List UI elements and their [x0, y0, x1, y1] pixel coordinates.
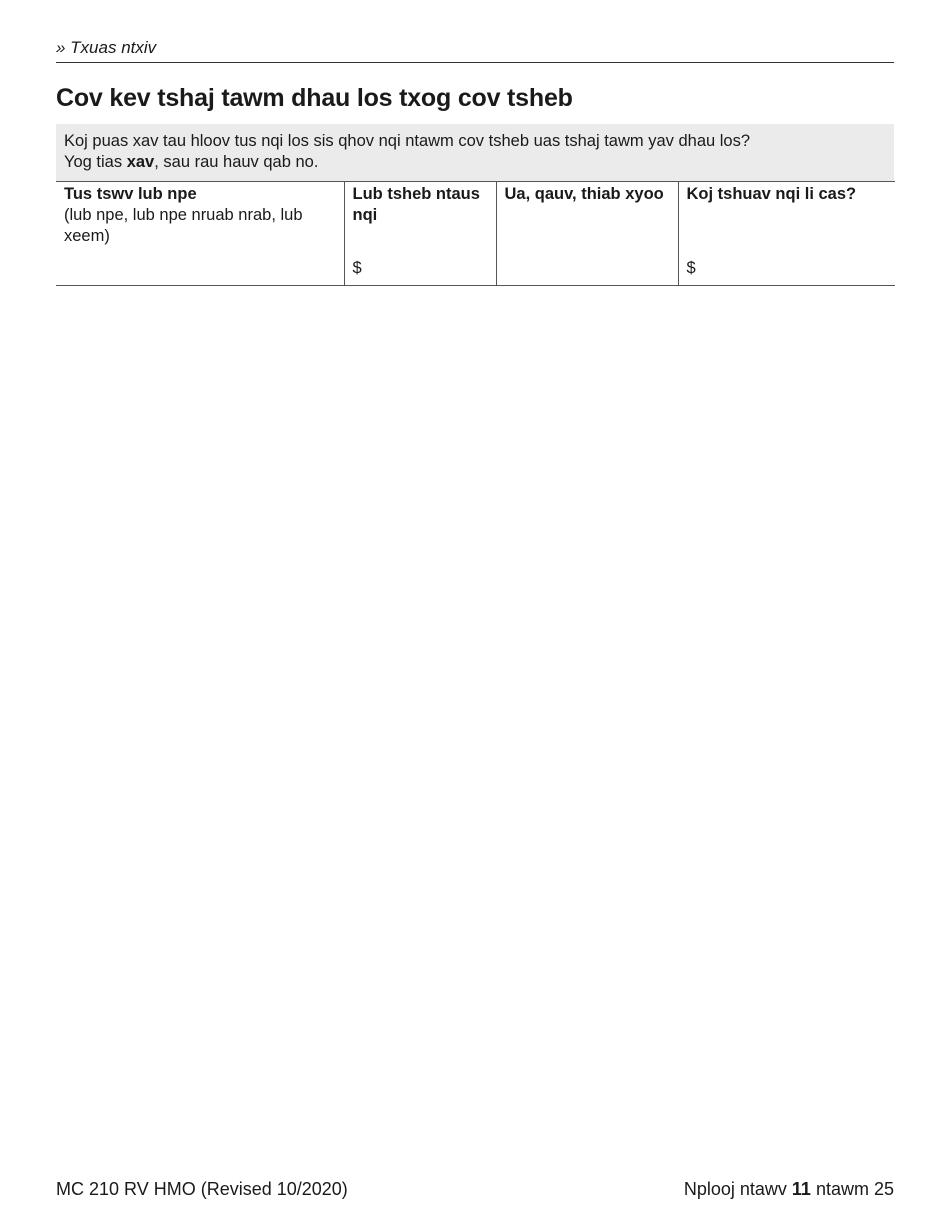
vehicle-value-header: Lub tsheb ntaus nqi	[352, 185, 480, 224]
owner-name-field[interactable]	[56, 182, 344, 286]
vehicle-table	[56, 181, 895, 286]
vehicle-value-currency: $	[352, 259, 362, 277]
page-prefix: Nplooj ntawv	[683, 1179, 792, 1199]
breadcrumb: » Txuas ntxiv	[56, 38, 894, 63]
amount-owed-header: Koj tshuav nqi li cas?	[686, 185, 857, 203]
page-total: 25	[873, 1179, 894, 1199]
page-mid: ntawm	[810, 1179, 874, 1199]
amount-owed-currency: $	[686, 259, 696, 277]
page-number	[684, 1179, 894, 1200]
question-line-2-suffix: , sau rau hauv qab no.	[154, 153, 319, 171]
owner-name-header: Tus tswv lub npe	[64, 185, 197, 203]
question-box	[56, 124, 894, 181]
make-model-year-field[interactable]	[496, 182, 678, 286]
make-model-year-header: Ua, qauv, thiab xyoo	[504, 185, 664, 203]
question-line-2-bold: xav	[126, 153, 155, 171]
form-id: MC 210 RV HMO (Revised 10/2020)	[56, 1179, 348, 1199]
question-line-2	[64, 152, 886, 173]
page-current: 11	[791, 1179, 811, 1199]
question-line-2-prefix: Yog tias	[64, 153, 127, 171]
vehicle-value-field[interactable]	[344, 182, 496, 286]
owner-name-subheader: (lub npe, lub npe nruab nrab, lub xeem)	[64, 206, 303, 245]
amount-owed-field[interactable]	[678, 182, 895, 286]
table-row	[56, 182, 895, 286]
question-line-1: Koj puas xav tau hloov tus nqi los sis qhov nqi ntawm cov tsheb uas tshaj tawm yav dhau los?	[64, 132, 751, 150]
section-title: Cov kev tshaj tawm dhau los txog cov tsheb	[56, 84, 573, 112]
